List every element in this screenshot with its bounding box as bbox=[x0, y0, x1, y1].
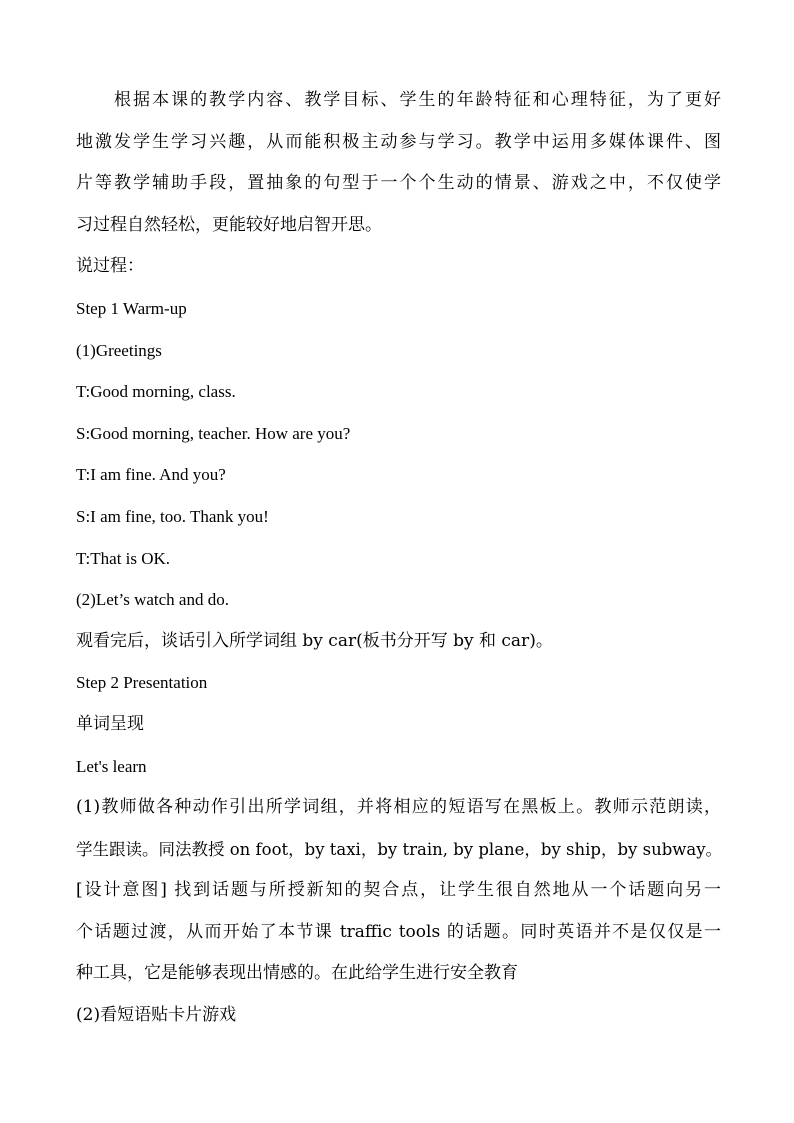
design-intent-line-1: [设计意图] 找到话题与所授新知的契合点，让学生很自然地从一个话题向另一 bbox=[76, 880, 721, 901]
instruction-line-by-car: 观看完后，谈话引入所学词组 by car(板书分开写 by 和 car)。 bbox=[76, 630, 553, 651]
document-body bbox=[76, 80, 721, 1037]
dialogue-line-4: S:I am fine, too. Thank you! bbox=[76, 506, 269, 526]
subheading-watch-and-do: (2)Let’s watch and do. bbox=[76, 590, 229, 610]
subheading-greetings: (1)Greetings bbox=[76, 340, 162, 360]
paragraph-line-2: 地激发学生学习兴趣，从而能积极主动参与学习。教学中运用多媒体课件、图 bbox=[76, 131, 721, 152]
design-intent-line-3: 种工具，它是能够表现出情感的。在此给学生进行安全教育 bbox=[76, 963, 518, 984]
section-heading-process: 说过程： bbox=[76, 256, 144, 277]
dialogue-line-1: T:Good morning, class. bbox=[76, 382, 236, 402]
subheading-word-presentation: 单词呈现 bbox=[76, 713, 144, 734]
step-heading-presentation: Step 2 Presentation bbox=[76, 673, 208, 693]
paragraph-line-3: 片等教学辅助手段，置抽象的句型于一个个生动的情景、游戏之中，不仅使学 bbox=[76, 173, 721, 194]
dialogue-line-3: T:I am fine. And you? bbox=[76, 465, 226, 485]
step-heading-warm-up: Step 1 Warm-up bbox=[76, 298, 187, 318]
activity-card-game: (2)看短语贴卡片游戏 bbox=[76, 1005, 237, 1026]
subheading-lets-learn: Let's learn bbox=[76, 756, 147, 776]
activity-line-2: 学生跟读。同法教授 on foot，by taxi，by train, by plane，by ship，by subway。 bbox=[76, 839, 723, 859]
dialogue-line-2: S:Good morning, teacher. How are you? bbox=[76, 423, 351, 443]
dialogue-line-5: T:That is OK. bbox=[76, 548, 171, 568]
paragraph-line-4: 习过程自然轻松，更能较好地启智开思。 bbox=[76, 214, 382, 235]
activity-line-1: (1)教师做各种动作引出所学词组，并将相应的短语写在黑板上。教师示范朗读， bbox=[76, 797, 721, 818]
paragraph-line-1: 根据本课的教学内容、教学目标、学生的年龄特征和心理特征，为了更好 bbox=[114, 90, 721, 110]
design-intent-line-2: 个话题过渡，从而开始了本节课 traffic tools 的话题。同时英语并不是仅仅是一 bbox=[76, 921, 721, 942]
